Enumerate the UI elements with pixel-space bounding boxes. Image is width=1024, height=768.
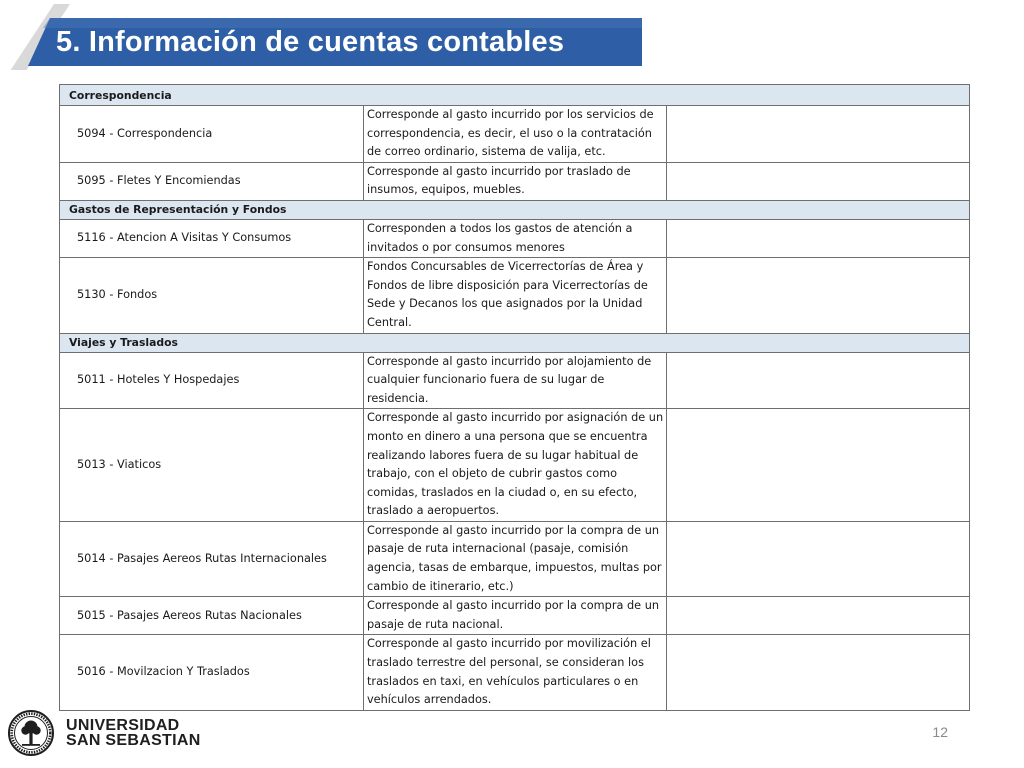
account-name: 5094 - Correspondencia xyxy=(60,106,364,163)
account-notes xyxy=(667,352,970,409)
account-notes xyxy=(667,219,970,257)
account-name: 5015 - Pasajes Aereos Rutas Nacionales xyxy=(60,597,364,635)
university-name-line2: SAN SEBASTIAN xyxy=(66,732,201,749)
section-row xyxy=(60,200,970,219)
page-number: 12 xyxy=(932,724,948,740)
section-title: Viajes y Traslados xyxy=(60,333,970,352)
account-notes xyxy=(667,521,970,596)
account-description: Corresponden a todos los gastos de atención a invitados o por consumos menores xyxy=(364,219,667,257)
page-title: 5. Información de cuentas contables xyxy=(56,26,565,58)
account-name: 5016 - Movilzacion Y Traslados xyxy=(60,635,364,710)
account-notes xyxy=(667,106,970,163)
title-banner xyxy=(0,0,660,70)
table-row xyxy=(60,106,970,163)
account-name: 5130 - Fondos xyxy=(60,258,364,333)
section-title: Correspondencia xyxy=(60,85,970,106)
account-notes xyxy=(667,162,970,200)
table-row xyxy=(60,521,970,596)
account-notes xyxy=(667,258,970,333)
account-description: Corresponde al gasto incurrido por los servicios de correspondencia, es decir, el uso o la contratación de correo ordinario, sistema de valija, etc. xyxy=(364,106,667,163)
account-description: Corresponde al gasto incurrido por alojamiento de cualquier funcionario fuera de su lugar de residencia. xyxy=(364,352,667,409)
account-description: Corresponde al gasto incurrido por asignación de un monto en dinero a una persona que se encuentra realizando labores fuera de su lugar habitual de trabajo, con el objeto de cubrir gastos como comidas, traslados en la ciudad o, en su efecto, traslado a aeropuertos. xyxy=(364,409,667,522)
account-description: Corresponde al gasto incurrido por la compra de un pasaje de ruta nacional. xyxy=(364,597,667,635)
table-row xyxy=(60,258,970,333)
account-description: Corresponde al gasto incurrido por traslado de insumos, equipos, muebles. xyxy=(364,162,667,200)
account-description: Fondos Concursables de Vicerrectorías de Área y Fondos de libre disposición para Vicerrectorías de Sede y Decanos los que asignados por la Unidad Central. xyxy=(364,258,667,333)
table-row xyxy=(60,635,970,710)
account-notes xyxy=(667,635,970,710)
university-name-line1: UNIVERSIDAD xyxy=(66,717,180,734)
account-notes xyxy=(667,409,970,522)
university-name xyxy=(66,718,201,748)
account-name: 5014 - Pasajes Aereos Rutas Internacionales xyxy=(60,521,364,596)
account-notes xyxy=(667,597,970,635)
table-row xyxy=(60,162,970,200)
university-seal-icon xyxy=(8,710,54,756)
table-row xyxy=(60,352,970,409)
account-description: Corresponde al gasto incurrido por movilización el traslado terrestre del personal, se consideran los traslados en taxi, en vehículos particulares o en vehículos arrendados. xyxy=(364,635,667,710)
account-name: 5013 - Viaticos xyxy=(60,409,364,522)
table-row xyxy=(60,219,970,257)
section-title: Gastos de Representación y Fondos xyxy=(60,200,970,219)
table-row xyxy=(60,597,970,635)
account-name: 5011 - Hoteles Y Hospedajes xyxy=(60,352,364,409)
table-row xyxy=(60,409,970,522)
section-row xyxy=(60,333,970,352)
account-name: 5095 - Fletes Y Encomiendas xyxy=(60,162,364,200)
account-description: Corresponde al gasto incurrido por la compra de un pasaje de ruta internacional (pasaje, comisión agencia, tasas de embarque, impuestos, multas por cambio de itinerario, etc.) xyxy=(364,521,667,596)
accounts-table xyxy=(59,84,970,711)
section-row xyxy=(60,85,970,106)
account-name: 5116 - Atencion A Visitas Y Consumos xyxy=(60,219,364,257)
